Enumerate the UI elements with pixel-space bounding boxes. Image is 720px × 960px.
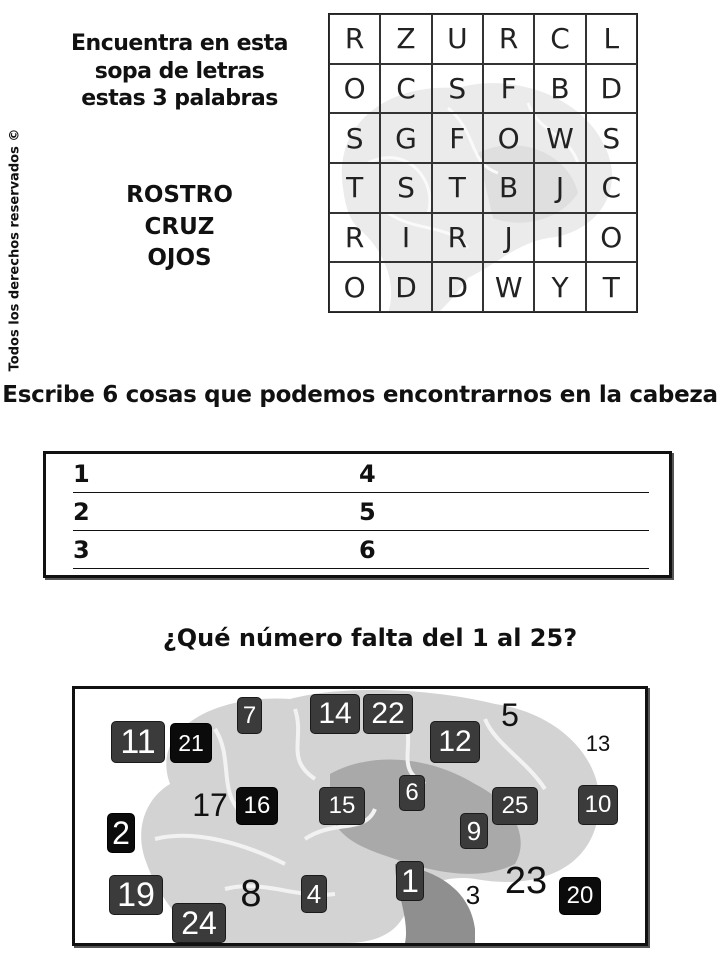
grid-cell[interactable]: R bbox=[329, 213, 380, 263]
grid-cell[interactable]: D bbox=[586, 64, 637, 114]
puzzle-number-tile: 12 bbox=[430, 721, 480, 763]
puzzle-number-tile: 21 bbox=[170, 723, 212, 763]
grid-cell[interactable]: W bbox=[483, 262, 534, 312]
word-item: OJOS bbox=[147, 245, 212, 272]
puzzle-number-tile: 10 bbox=[578, 785, 618, 825]
grid-cell[interactable]: Z bbox=[380, 14, 431, 64]
grid-cell[interactable]: Y bbox=[534, 262, 585, 312]
puzzle-number-text: 5 bbox=[501, 696, 519, 733]
answer-line-1[interactable]: 1 bbox=[73, 456, 363, 493]
puzzle-number-tile: 7 bbox=[237, 697, 262, 734]
grid-cell[interactable]: O bbox=[329, 64, 380, 114]
puzzle-number-tile: 6 bbox=[399, 775, 425, 811]
puzzle-number-tile: 14 bbox=[310, 694, 360, 734]
answer-line-5[interactable]: 5 bbox=[359, 494, 649, 531]
grid-cell[interactable]: I bbox=[380, 213, 431, 263]
question-heading: Escribe 6 cosas que podemos encontrarnos en la cabeza bbox=[2, 382, 718, 408]
instruction-line: Encuentra en esta bbox=[71, 31, 288, 56]
grid-cell[interactable]: F bbox=[432, 113, 483, 163]
puzzle-number-text: 17 bbox=[192, 786, 228, 823]
instruction-line: estas 3 palabras bbox=[81, 86, 278, 111]
grid-cell[interactable]: C bbox=[534, 14, 585, 64]
grid-cell[interactable]: C bbox=[586, 163, 637, 213]
puzzle-number-tile: 20 bbox=[559, 877, 601, 915]
grid-cell[interactable]: R bbox=[483, 14, 534, 64]
letter-grid bbox=[328, 13, 638, 313]
answer-box bbox=[43, 451, 672, 578]
grid-cell[interactable]: O bbox=[483, 113, 534, 163]
number-puzzle bbox=[72, 686, 648, 946]
grid-cell[interactable]: U bbox=[432, 14, 483, 64]
grid-cell[interactable]: D bbox=[432, 262, 483, 312]
puzzle-number-tile: 4 bbox=[301, 875, 327, 913]
grid-cell[interactable]: S bbox=[586, 113, 637, 163]
answer-line-4[interactable]: 4 bbox=[359, 456, 649, 493]
grid-cell[interactable]: W bbox=[534, 113, 585, 163]
puzzle-number-tile: 22 bbox=[363, 694, 413, 734]
grid-cell[interactable]: C bbox=[380, 64, 431, 114]
puzzle-number-tile: 9 bbox=[460, 813, 488, 849]
instruction-line: sopa de letras bbox=[94, 58, 265, 84]
puzzle-number-tile: 1 bbox=[396, 861, 424, 901]
grid-cell[interactable]: B bbox=[534, 64, 585, 114]
puzzle-number-tile: 24 bbox=[172, 903, 226, 943]
grid-cell[interactable]: T bbox=[329, 163, 380, 213]
grid-cell[interactable]: J bbox=[483, 213, 534, 263]
puzzle-number-tile: 11 bbox=[111, 721, 165, 763]
word-item: CRUZ bbox=[144, 213, 215, 240]
answer-line-6[interactable]: 6 bbox=[359, 532, 649, 569]
grid-cell[interactable]: S bbox=[329, 113, 380, 163]
missing-number-question: ¿Qué número falta del 1 al 25? bbox=[162, 624, 578, 652]
grid-cell[interactable]: D bbox=[380, 262, 431, 312]
grid-cell[interactable]: O bbox=[329, 262, 380, 312]
puzzle-number-tile: 15 bbox=[319, 787, 365, 825]
grid-cell[interactable]: J bbox=[534, 163, 585, 213]
word-list bbox=[62, 180, 297, 275]
puzzle-number-tile: 25 bbox=[492, 787, 538, 825]
grid-cell[interactable]: I bbox=[534, 213, 585, 263]
puzzle-number-text: 3 bbox=[465, 879, 481, 910]
puzzle-number-tile: 2 bbox=[107, 813, 135, 853]
grid-cell[interactable]: L bbox=[586, 14, 637, 64]
answer-line-2[interactable]: 2 bbox=[73, 494, 363, 531]
puzzle-number-tile: 19 bbox=[109, 875, 163, 915]
grid-cell[interactable]: B bbox=[483, 163, 534, 213]
grid-cell[interactable]: T bbox=[586, 262, 637, 312]
puzzle-number-text: 8 bbox=[240, 872, 262, 915]
answer-line-3[interactable]: 3 bbox=[73, 532, 363, 569]
copyright-notice bbox=[2, 120, 28, 380]
puzzle-number-text: 13 bbox=[585, 731, 611, 756]
puzzle-number-tile: 16 bbox=[236, 787, 278, 825]
grid-cell[interactable]: R bbox=[432, 213, 483, 263]
grid-cell[interactable]: S bbox=[380, 163, 431, 213]
word-search-instructions bbox=[62, 30, 297, 113]
copyright-text: Todos los derechos reservados © bbox=[7, 128, 23, 372]
grid-cell[interactable]: R bbox=[329, 14, 380, 64]
puzzle-number-text: 23 bbox=[504, 859, 548, 902]
grid-cell[interactable]: G bbox=[380, 113, 431, 163]
grid-cell[interactable]: T bbox=[432, 163, 483, 213]
grid-cell[interactable]: O bbox=[586, 213, 637, 263]
grid-cell[interactable]: S bbox=[432, 64, 483, 114]
grid-cell[interactable]: F bbox=[483, 64, 534, 114]
word-item: ROSTRO bbox=[126, 182, 233, 208]
word-search-puzzle bbox=[328, 13, 638, 313]
